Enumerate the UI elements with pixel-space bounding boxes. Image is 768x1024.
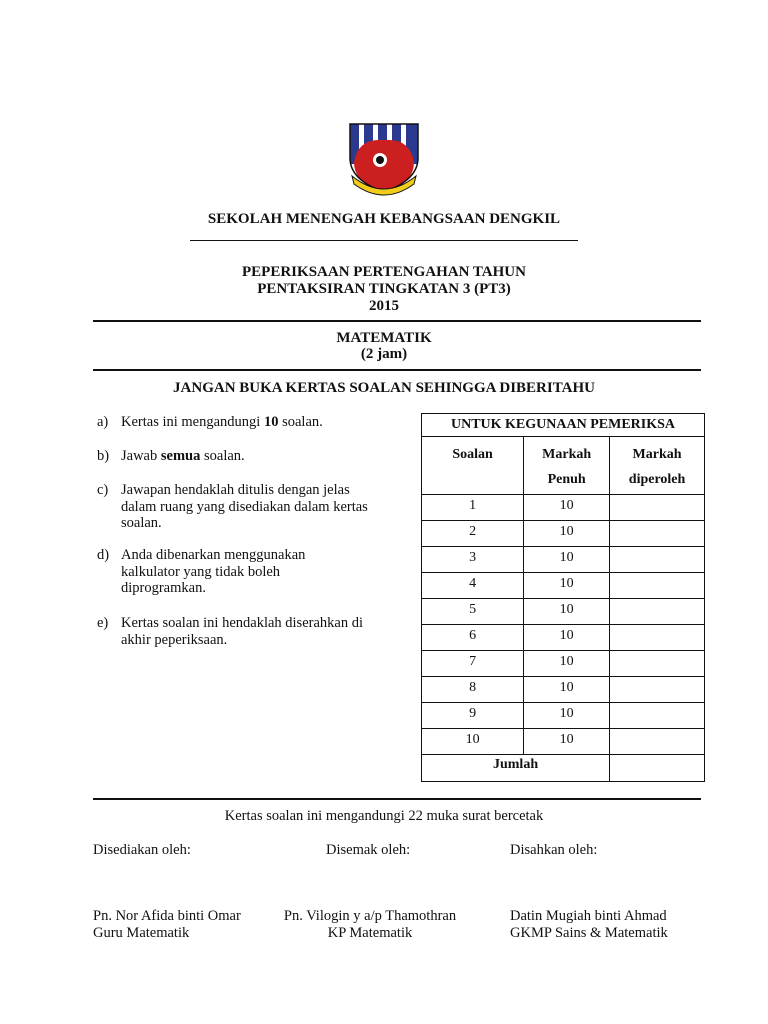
obtained-mark-cell[interactable] xyxy=(610,573,705,599)
signatory-role: KP Matematik xyxy=(327,925,413,941)
page-count-note: Kertas soalan ini mengandungi 22 muka surat bercetak xyxy=(224,808,544,824)
table-row: 9 10 xyxy=(422,703,705,729)
table-row: 1 10 xyxy=(422,495,705,521)
instruction-item: a) Kertas ini mengandungi 10 soalan. xyxy=(97,414,323,430)
obtained-mark-cell[interactable] xyxy=(610,521,705,547)
exam-year: 2015 xyxy=(369,298,399,314)
column-header-markah-diperoleh: Markah diperoleh xyxy=(610,437,705,495)
divider-top xyxy=(93,320,701,322)
approved-by-signatory xyxy=(510,908,668,942)
assessment-title: PENTAKSIRAN TINGKATAN 3 (PT3) xyxy=(257,281,511,297)
instruction-item: e) Kertas soalan ini hendaklah diserahkan di akhir peperiksaan. xyxy=(97,615,363,648)
school-name: SEKOLAH MENENGAH KEBANGSAAN DENGKIL xyxy=(207,211,561,227)
column-header-soalan: Soalan xyxy=(422,437,524,495)
total-label: Jumlah xyxy=(422,755,610,782)
table-row: 7 10 xyxy=(422,651,705,677)
do-not-open-warning: JANGAN BUKA KERTAS SOALAN SEHINGGA DIBERITAHU xyxy=(173,380,595,396)
checked-by-signatory xyxy=(280,908,460,942)
divider-bottom xyxy=(93,798,701,800)
obtained-mark-cell[interactable] xyxy=(610,547,705,573)
column-header-markah-penuh: Markah Penuh xyxy=(524,437,610,495)
obtained-mark-cell[interactable] xyxy=(610,625,705,651)
instruction-item: b) Jawab semua soalan. xyxy=(97,448,245,464)
approved-by-label: Disahkan oleh: xyxy=(510,842,598,858)
obtained-mark-cell[interactable] xyxy=(610,599,705,625)
table-header-row xyxy=(422,437,705,495)
signatory-role: GKMP Sains & Matematik xyxy=(510,925,668,941)
subject-name: MATEMATIK xyxy=(336,330,432,346)
examiner-marks-table xyxy=(421,413,705,782)
table-title: UNTUK KEGUNAAN PEMERIKSA xyxy=(422,414,705,437)
table-row: 5 10 xyxy=(422,599,705,625)
obtained-mark-cell[interactable] xyxy=(610,495,705,521)
exam-duration: (2 jam) xyxy=(360,346,408,362)
total-obtained-cell[interactable] xyxy=(610,755,705,782)
prepared-by-signatory xyxy=(93,908,241,942)
exam-title: PEPERIKSAAN PERTENGAHAN TAHUN xyxy=(242,264,526,280)
checked-by-label: Disemak oleh: xyxy=(326,842,411,858)
school-underline xyxy=(190,240,578,241)
table-row: 8 10 xyxy=(422,677,705,703)
signatory-name: Pn. Vilogin y a/p Thamothran xyxy=(283,908,457,924)
instruction-item: d) Anda dibenarkan menggunakan kalkulator yang tidak boleh diprogramkan. xyxy=(97,547,306,596)
obtained-mark-cell[interactable] xyxy=(610,729,705,755)
signatory-role: Guru Matematik xyxy=(93,925,190,941)
school-crest-logo xyxy=(344,118,424,196)
table-row: 3 10 xyxy=(422,547,705,573)
obtained-mark-cell[interactable] xyxy=(610,651,705,677)
instruction-item: c) Jawapan hendaklah ditulis dengan jelas dalam ruang yang disediakan dalam kertas soalan. xyxy=(97,482,368,531)
obtained-mark-cell[interactable] xyxy=(610,677,705,703)
divider-middle xyxy=(93,369,701,371)
table-row: 6 10 xyxy=(422,625,705,651)
table-row: 2 10 xyxy=(422,521,705,547)
signatory-name: Datin Mugiah binti Ahmad xyxy=(510,908,667,924)
signatory-name: Pn. Nor Afida binti Omar xyxy=(93,908,241,924)
table-row: 10 10 xyxy=(422,729,705,755)
table-total-row xyxy=(422,755,705,782)
prepared-by-label: Disediakan oleh: xyxy=(93,842,191,858)
table-row: 4 10 xyxy=(422,573,705,599)
table-title-row xyxy=(422,414,705,437)
obtained-mark-cell[interactable] xyxy=(610,703,705,729)
